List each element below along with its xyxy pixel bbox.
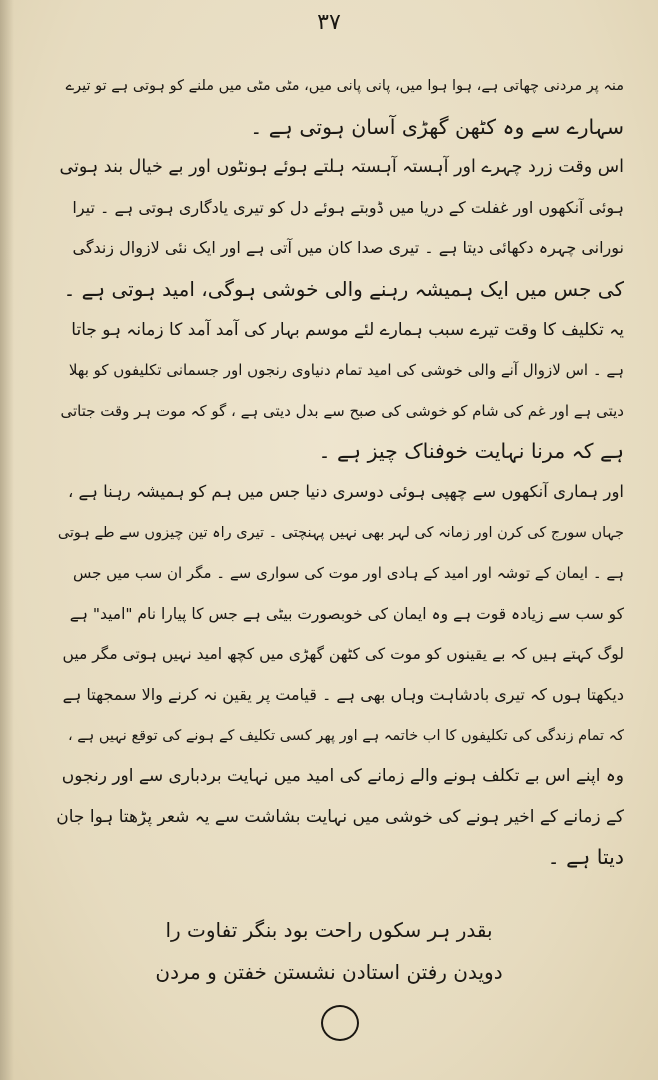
text-line: کہ تمام زندگی کی تکلیفوں کا اب خاتمہ ہے اور پھر کسی تکلیف کے ہونے کی توقع نہیں ہے ، (68, 727, 624, 744)
text-line: ہے ۔ ایمان کے توشہ اور امید کے ہادی اور موت کی سواری سے ۔ مگر ان سب میں جس (72, 564, 624, 583)
text-line: جہاں سورج کی کرن اور زمانہ کی لہر بھی نہیں پہنچتی ۔ تیری راہ تین چیزوں سے طے ہوتی (57, 524, 624, 541)
text-line: لوگ کہتے ہیں کہ بے یقینوں کو موت کی کٹھن گھڑی میں کچھ امید نہیں ہوتی مگر میں (62, 645, 624, 664)
circle-ornament-icon (321, 1005, 359, 1041)
text-line: ہے کہ مرنا نہایت خوفناک چیز ہے ۔ (318, 439, 624, 464)
body-text (56, 66, 624, 878)
text-line: دیتی ہے اور غم کی شام کو خوشی کی صبح سے بدل دیتی ہے ، گو کہ موت ہر وقت جتاتی (60, 401, 624, 420)
text-line: منہ پر مردنی چھاتی ہے، ہوا ہوا میں، پانی پانی میں، مٹی مٹی میں ملنے کو ہوتی ہے تو تیرے (65, 78, 624, 94)
page-number: ٣٧ (317, 10, 341, 35)
text-line: سہارے سے وہ کٹھن گھڑی آسان ہوتی ہے ۔ (250, 114, 624, 139)
text-line: اور ہماری آنکھوں سے چھپی ہوئی دوسری دنیا جس میں ہم کو ہمیشہ رہنا ہے ، (67, 481, 624, 501)
text-line: نورانی چہرہ دکھائی دیتا ہے ۔ تیری صدا کان میں آتی ہے اور ایک نئی لازوال زندگی (72, 238, 624, 258)
couplet-line-1: بقدر ہر سکوں راحت بود بنگر تفاوت را (165, 918, 493, 942)
text-line: ہے ۔ اس لازوال آنے والی خوشی کی امید تمام دنیاوی رنجوں اور جسمانی تکلیفوں کو بھلا (68, 361, 624, 380)
text-line: کے زمانے کے اخیر ہونے کی خوشی میں نہایت بشاشت سے یہ شعر پڑھتا ہوا جان (56, 806, 624, 827)
text-line: دیتا ہے ۔ (547, 845, 624, 870)
text-line: ہوئی آنکھوں اور غفلت کے دریا میں ڈوبتے ہوئے دل کو تیری یادگاری ہوتی ہے ۔ تیرا (72, 197, 624, 217)
text-line: دیکھتا ہوں کہ تیری بادشاہت وہاں بھی ہے ۔ قیامت پر یقین نہ کرنے والا سمجھتا ہے (62, 684, 624, 704)
text-line: اس وقت زرد چہرے اور آہستہ آہستہ ہلتے ہوئے ہونٹوں اور بے خیال بند ہوتی (59, 157, 624, 178)
text-line: کی جس میں ایک ہمیشہ رہنے والی خوشی ہوگی، امید ہوتی ہے ۔ (63, 276, 624, 301)
text-line: یہ تکلیف کا وقت تیرے سبب ہمارے لئے موسم بہار کی آمد آمد کا زمانہ ہو جاتا (71, 319, 624, 340)
text-line: کو سب سے زیادہ قوت ہے وہ ایمان کی خوبصورت بیٹی ہے جس کا پیارا نام "امید" ہے (69, 604, 624, 623)
text-line: وہ اپنے اس بے تکلف ہونے والے زمانے کی امید میں نہایت بردباری سے اور رنجوں (61, 766, 624, 787)
couplet-line-2: دویدن رفتن استادن نشستن خفتن و مردن (155, 960, 503, 984)
